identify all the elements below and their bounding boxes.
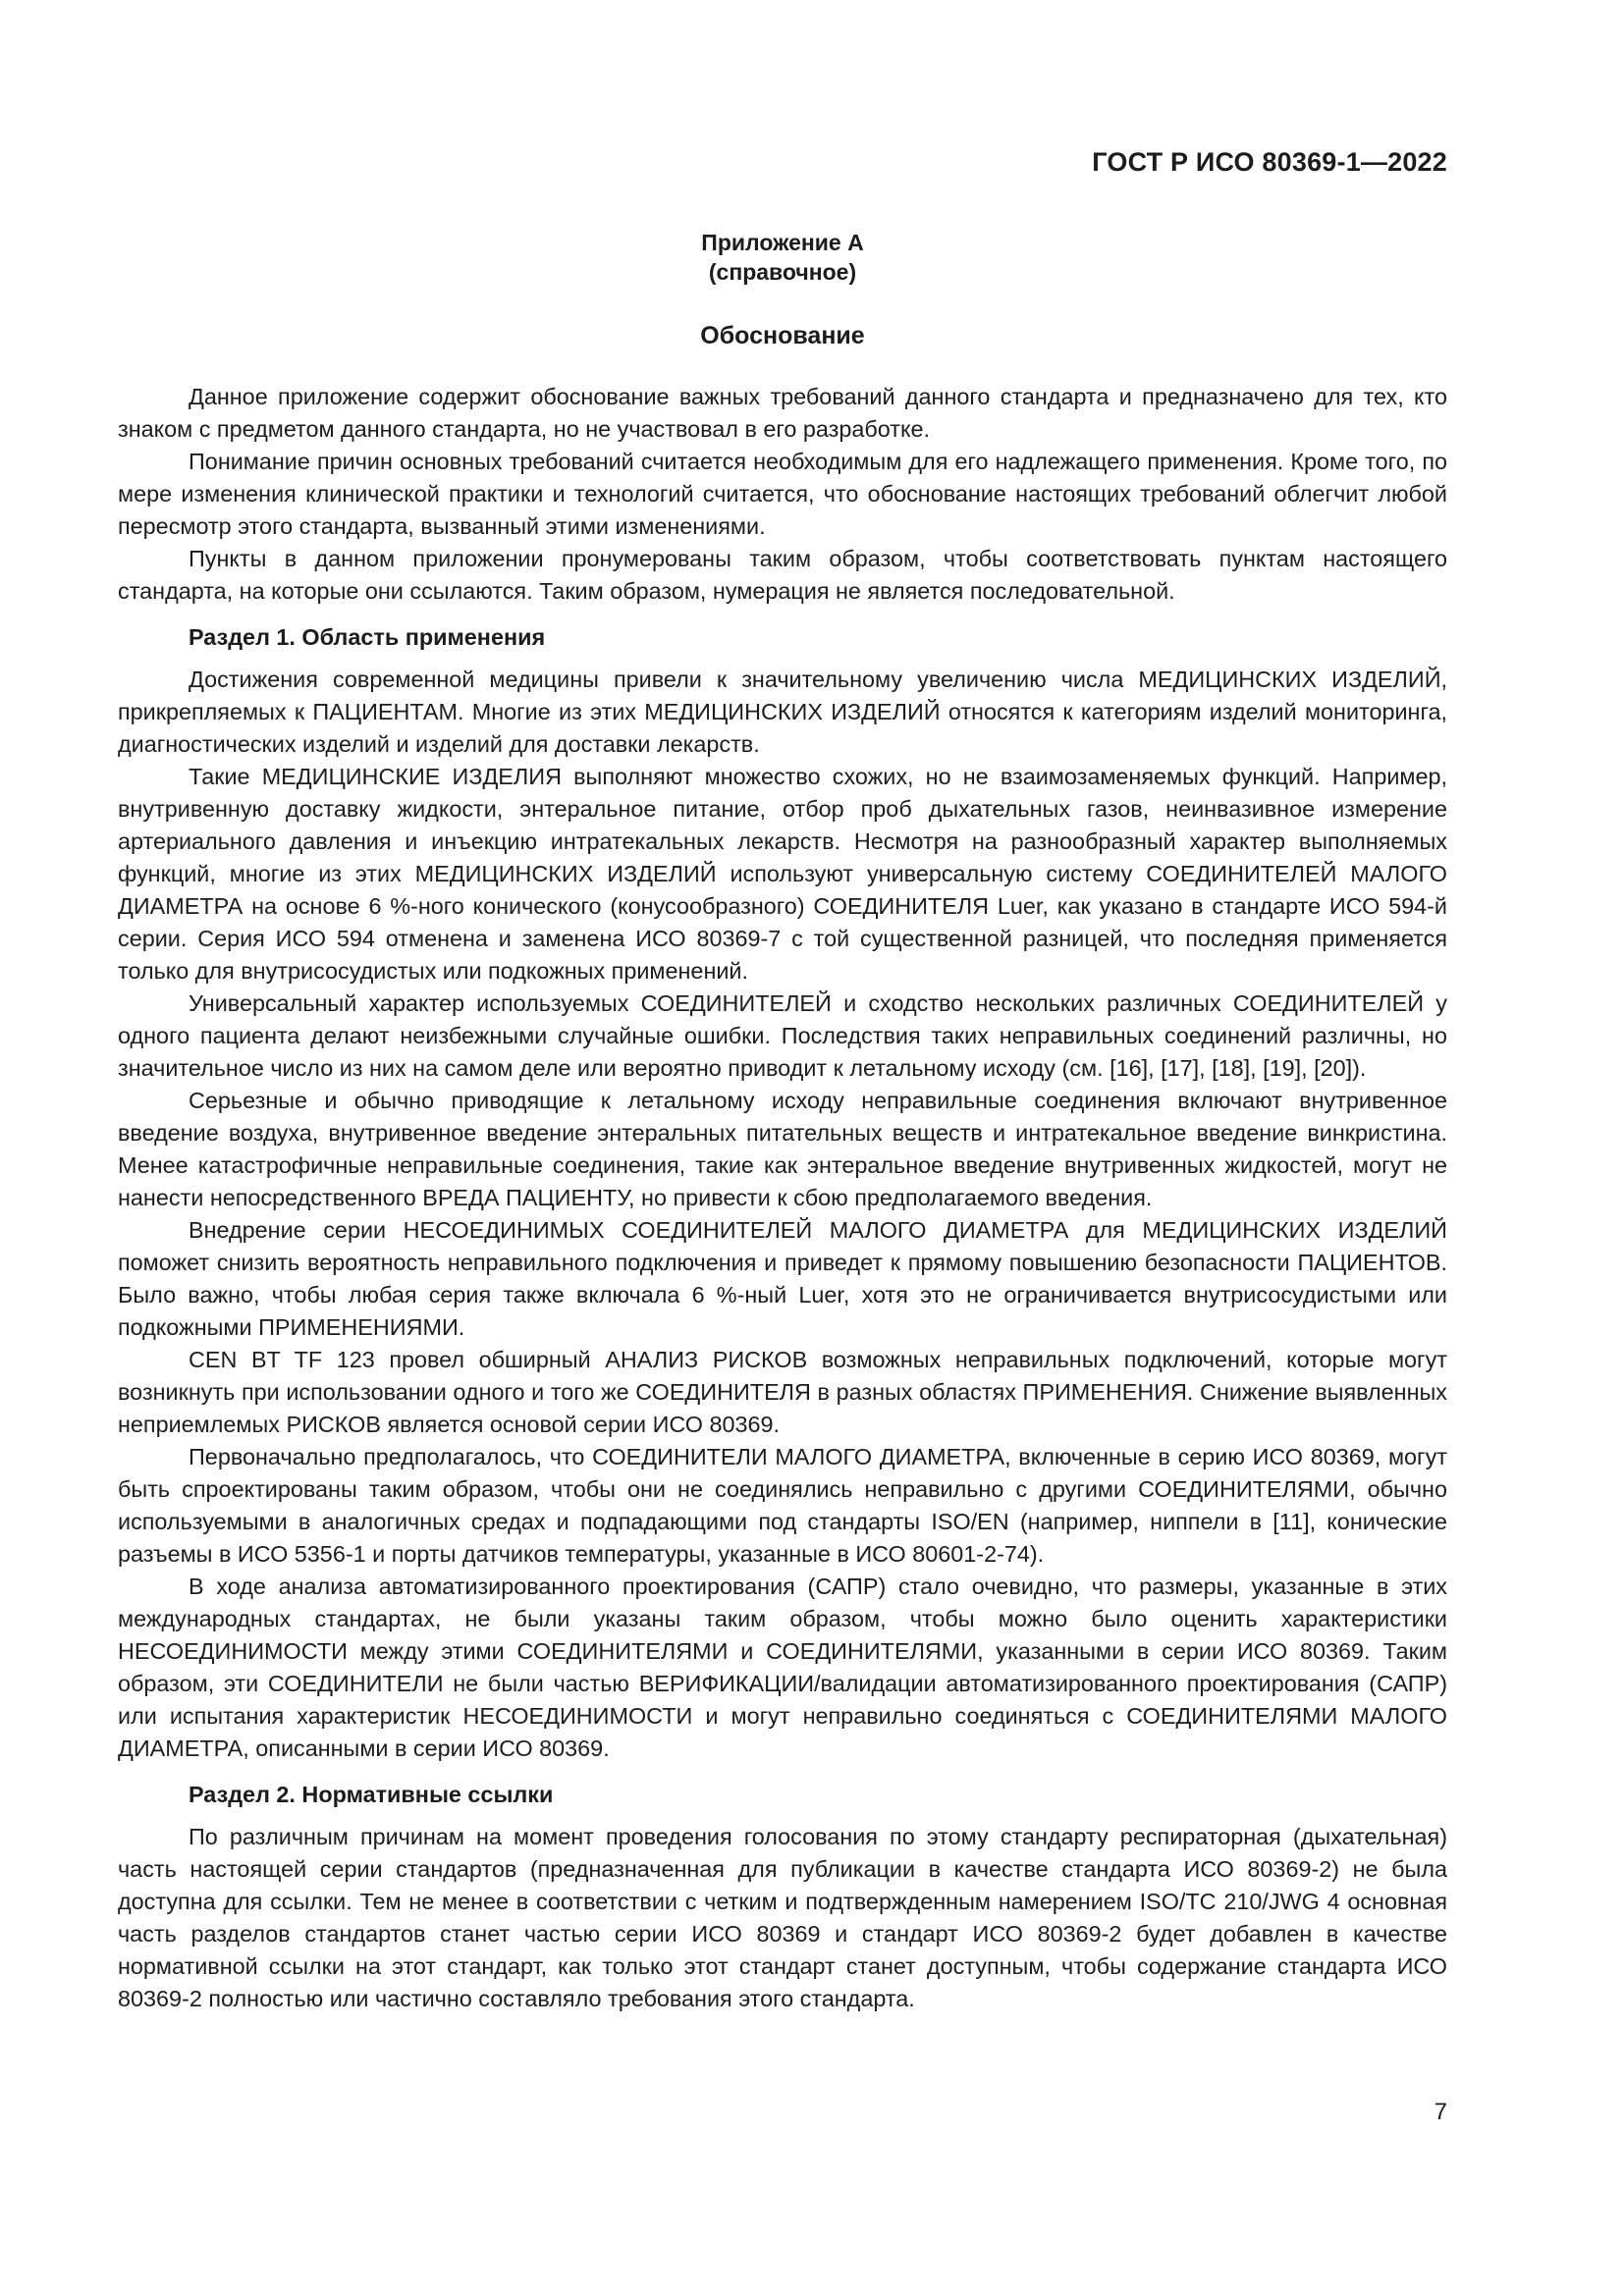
annex-heading: Обоснование <box>700 322 865 349</box>
paragraph: Универсальный характер используемых СОЕДИНИТЕЛЕЙ и сходство нескольких различных СОЕДИНИТЕЛЕЙ у одного пациента делают неизбежными случайные ошибки. Последствия таких неправильных соединений различны, но значительное число из них на самом деле или вероятно приводит к летальному исходу (см. [16], [17], [18], [19], [20]). <box>118 990 1447 1081</box>
paragraph: В ходе анализа автоматизированного проектирования (САПР) стало очевидно, что размеры, указанные в этих международных стандартах, не были указаны таким образом, чтобы можно было оценить характеристики НЕСОЕДИНИМОСТИ между этими СОЕДИНИТЕЛЯМИ и СОЕДИНИТЕЛЯМИ, указанными в серии ИСО 80369. Таким образом, эти СОЕДИНИТЕЛИ не были частью ВЕРИФИКАЦИИ/валидации автоматизированного проектирования (САПР) или испытания характеристик НЕСОЕДИНИМОСТИ и могут неправильно соединяться с СОЕДИНИТЕЛЯМИ МАЛОГО ДИАМЕТРА, описанными в серии ИСО 80369. <box>118 1574 1447 1761</box>
document-body <box>118 381 1447 2015</box>
paragraph: Первоначально предполагалось, что СОЕДИНИТЕЛИ МАЛОГО ДИАМЕТРА, включенные в серию ИСО 80369, могут быть спроектированы таким образом, чтобы они не соединялись неправильно с другими СОЕДИНИТЕЛЯМИ, обычно используемыми в аналогичных средах и подпадающими под стандарты ISO/EN (например, ниппели в [11], конические разъемы в ИСО 5356-1 и порты датчиков температуры, указанные в ИСО 80601-2-74). <box>118 1444 1447 1567</box>
section-heading: Раздел 2. Нормативные ссылки <box>189 1782 554 1807</box>
annex-label: Приложение А <box>701 230 864 255</box>
paragraph: CEN BT TF 123 провел обширный АНАЛИЗ РИСКОВ возможных неправильных подключений, которые могут возникнуть при использовании одного и того же СОЕДИНИТЕЛЯ в разных областях ПРИМЕНЕНИЯ. Снижение выявленных неприемлемых РИСКОВ является основой серии ИСО 80369. <box>118 1347 1447 1437</box>
paragraph: Такие МЕДИЦИНСКИЕ ИЗДЕЛИЯ выполняют множество схожих, но не взаимозаменяемых функций. Например, внутривенную доставку жидкости, энтеральное питание, отбор проб дыхательных газов, неинвазивное измерение артериального давления и инъекцию интратекальных лекарств. Несмотря на разнообразный характер выполняемых функций, многие из этих МЕДИЦИНСКИХ ИЗДЕЛИЙ используют универсальную систему СОЕДИНИТЕЛЕЙ МАЛОГО ДИАМЕТРА на основе 6 %-ного конического (конусообразного) СОЕДИНИТЕЛЯ Luer, как указано в стандарте ИСО 594-й серии. Серия ИСО 594 отменена и заменена ИСО 80369-7 с той существенной разницей, что последняя применяется только для внутрисосудистых или подкожных применений. <box>118 764 1447 984</box>
standard-designation: ГОСТ Р ИСО 80369-1—2022 <box>1092 147 1447 177</box>
annex-title <box>118 228 1447 287</box>
document-page <box>118 0 1447 2296</box>
paragraph: Внедрение серии НЕСОЕДИНИМЫХ СОЕДИНИТЕЛЕЙ МАЛОГО ДИАМЕТРА для МЕДИЦИНСКИХ ИЗДЕЛИЙ поможет снизить вероятность неправильного подключения и приведет к прямому повышению безопасности ПАЦИЕНТОВ. Было важно, чтобы любая серия также включала 6 %-ный Luer, хотя это не ограничивается внутрисосудистыми или подкожными ПРИМЕНЕНИЯМИ. <box>118 1217 1447 1340</box>
paragraph: Данное приложение содержит обоснование важных требований данного стандарта и предназначено для тех, кто знаком с предметом данного стандарта, но не участвовал в его разработке. <box>118 384 1447 442</box>
paragraph: Понимание причин основных требований считается необходимым для его надлежащего применения. Кроме того, по мере изменения клинической практики и технологий считается, что обоснование настоящих требований облегчит любой пересмотр этого стандарта, вызванный этими изменениями. <box>118 449 1447 539</box>
section-heading: Раздел 1. Область применения <box>189 624 546 650</box>
paragraph: Пункты в данном приложении пронумерованы таким образом, чтобы соответствовать пунктам настоящего стандарта, на которые они ссылаются. Таким образом, нумерация не является последовательной. <box>118 546 1447 604</box>
annex-type: (справочное) <box>708 259 857 285</box>
paragraph: Серьезные и обычно приводящие к летальному исходу неправильные соединения включают внутривенное введение воздуха, внутривенное введение энтеральных питательных веществ и интратекальное введение винкристина. Менее катастрофичные неправильные соединения, такие как энтеральное введение внутривенных жидкостей, могут не нанести непосредственного ВРЕДА ПАЦИЕНТУ, но привести к сбою предполагаемого введения. <box>118 1088 1447 1210</box>
paragraph: По различным причинам на момент проведения голосования по этому стандарту респираторная (дыхательная) часть настоящей серии стандартов (предназначенная для публикации в качестве стандарта ИСО 80369-2) не была доступна для ссылки. Тем не менее в соответствии с четким и подтвержденным намерением ISO/TC 210/JWG 4 основная часть разделов стандартов станет частью серии ИСО 80369 и стандарт ИСО 80369-2 будет добавлен в качестве нормативной ссылки на этот стандарт, как только этот стандарт станет доступным, чтобы содержание стандарта ИСО 80369-2 полностью или частично составляло требования этого стандарта. <box>118 1824 1447 2011</box>
paragraph: Достижения современной медицины привели к значительному увеличению числа МЕДИЦИНСКИХ ИЗДЕЛИЙ, прикрепляемых к ПАЦИЕНТАМ. Многие из этих МЕДИЦИНСКИХ ИЗДЕЛИЙ относятся к категориям изделий мониторинга, диагностических изделий и изделий для доставки лекарств. <box>118 667 1447 757</box>
page-number: 7 <box>1434 2099 1447 2125</box>
